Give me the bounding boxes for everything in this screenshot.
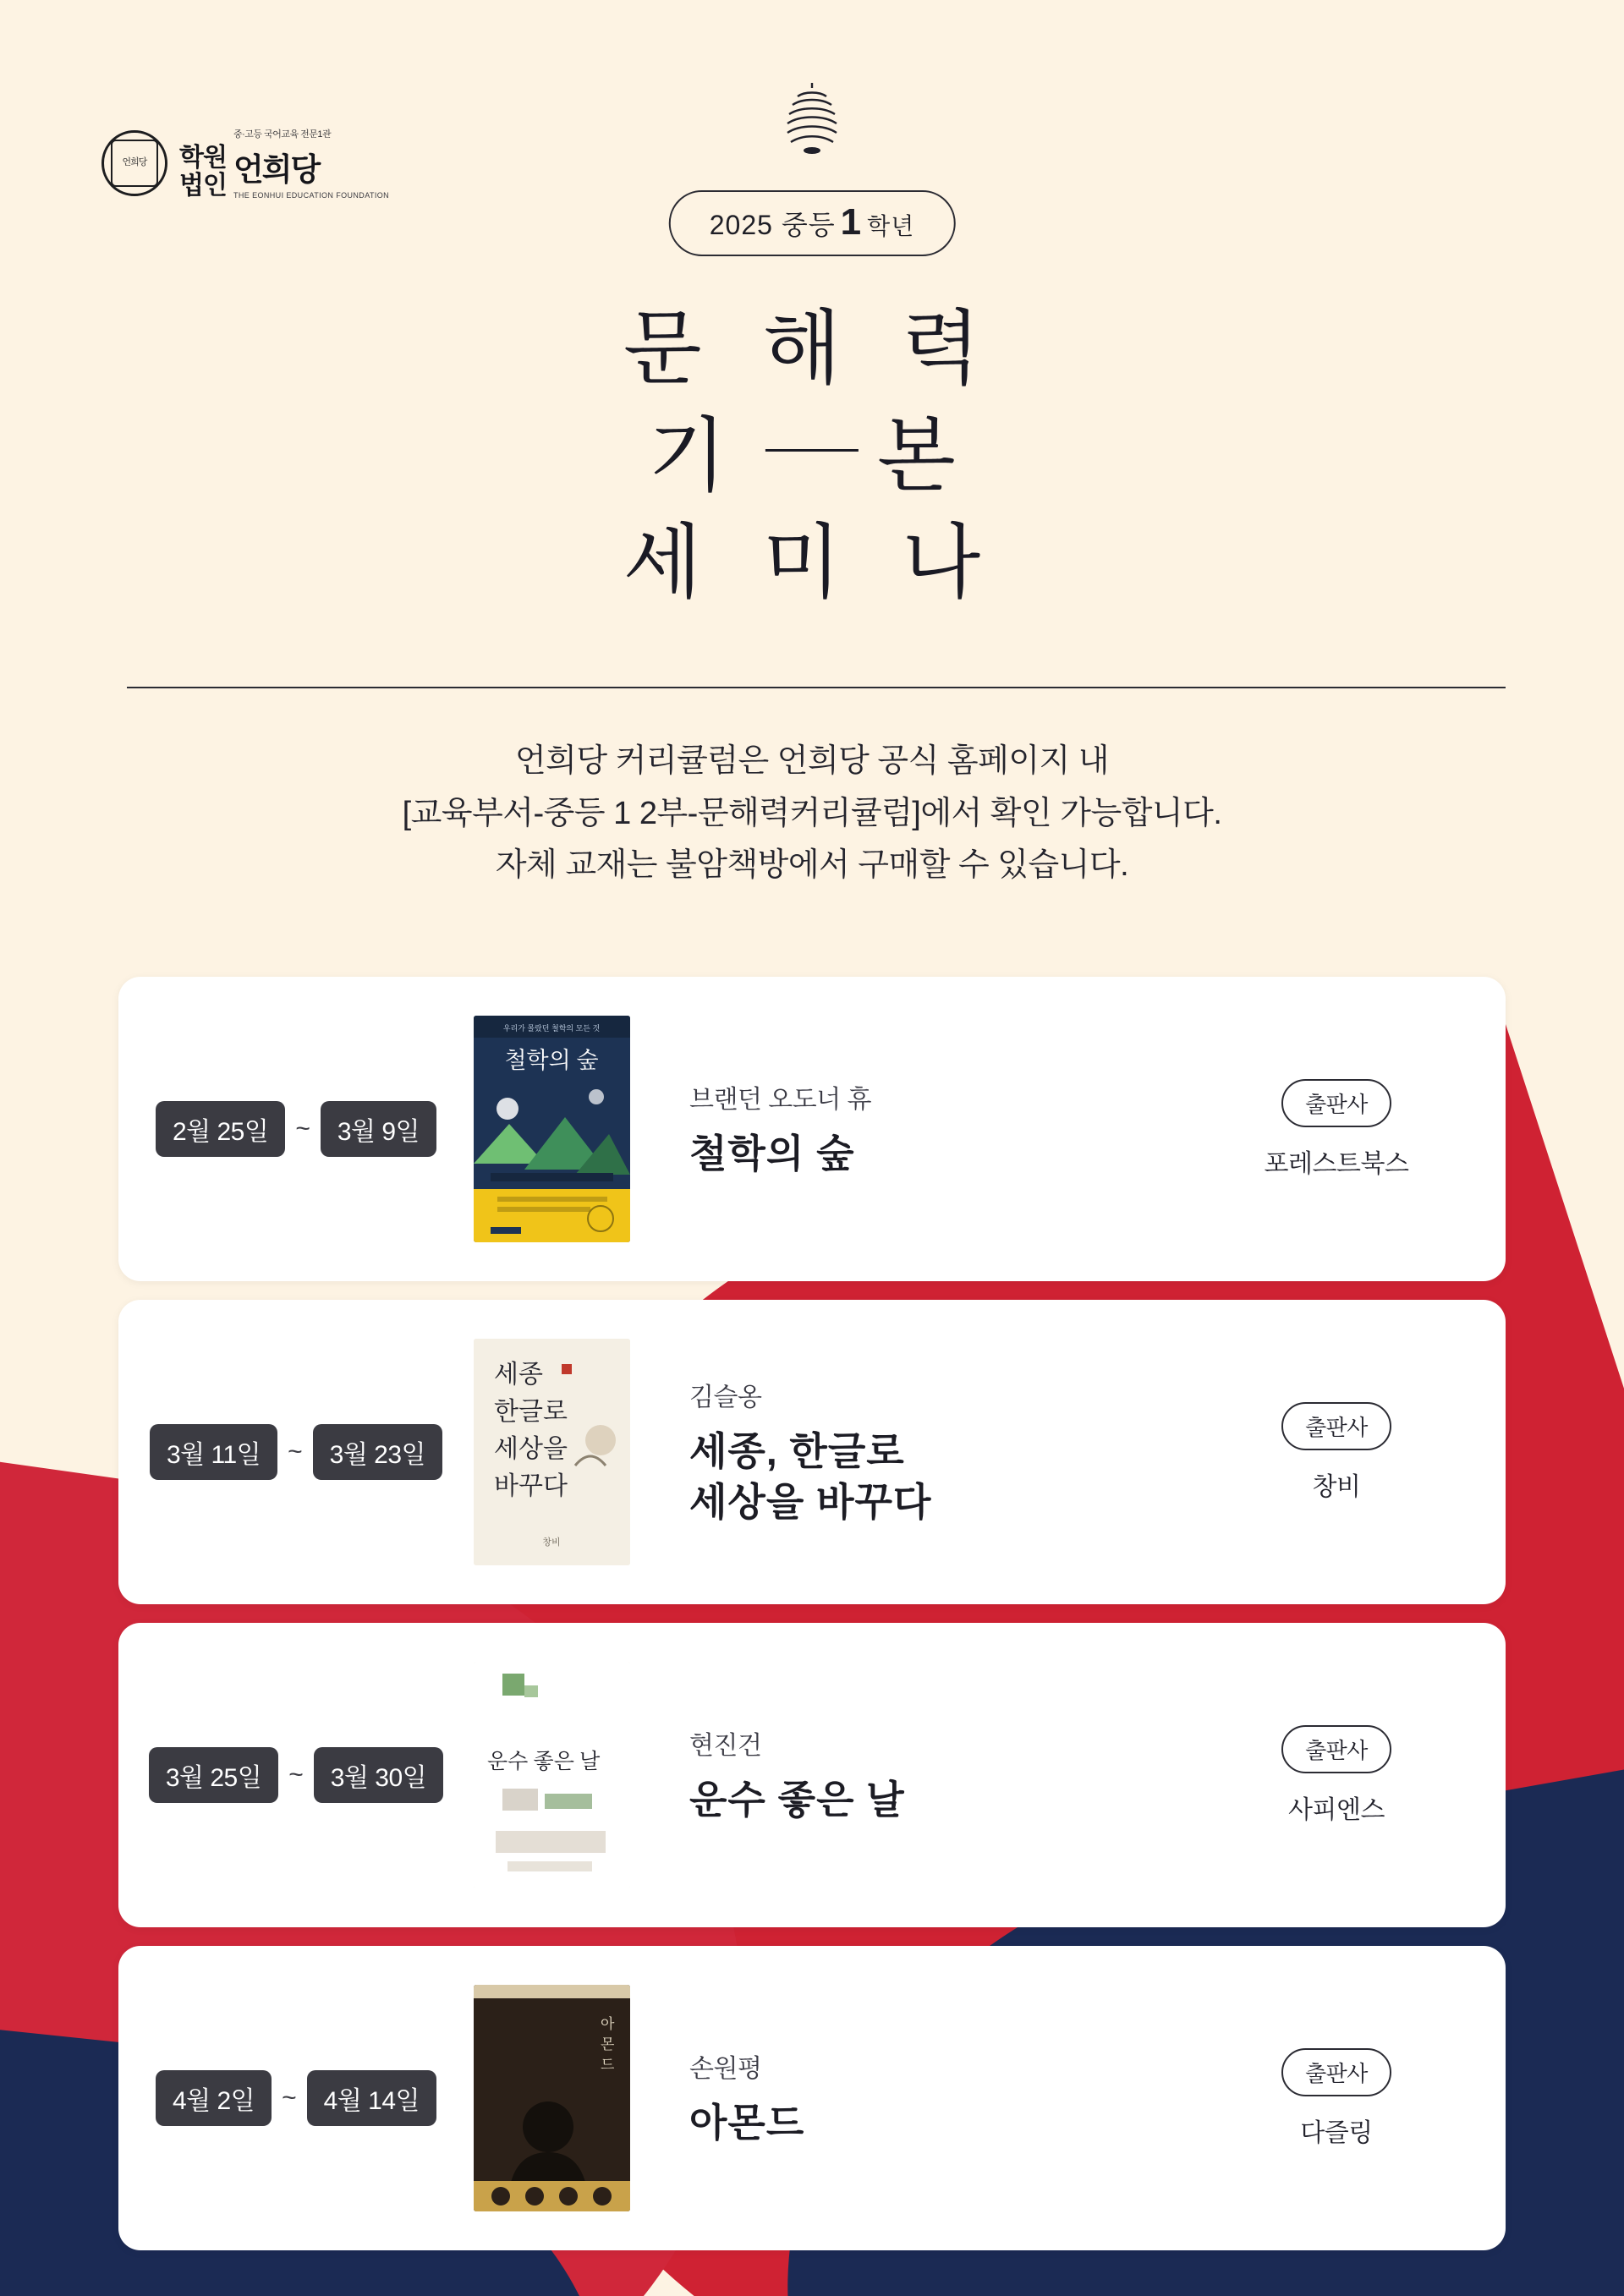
book-card[interactable]: [118, 1623, 1506, 1927]
svg-text:세상을: 세상을: [494, 1435, 568, 1463]
book-cover-image: [474, 1662, 630, 1888]
svg-text:철학의 숲: 철학의 숲: [504, 1048, 599, 1073]
book-info: [630, 1078, 1201, 1180]
svg-text:바꾸다: 바꾸다: [494, 1472, 568, 1500]
book-title: 운수 좋은 날: [689, 1778, 905, 1822]
publisher-block: [1201, 2048, 1506, 2149]
publisher-name: 창비: [1312, 1472, 1361, 1501]
date-separator: ~: [295, 1115, 310, 1143]
book-info: [630, 1376, 1201, 1528]
publisher-block: [1201, 1402, 1506, 1503]
end-date-chip: 3월 9일: [321, 1101, 436, 1157]
title-line-2-left: 기: [648, 410, 747, 501]
page-title: [623, 296, 1001, 617]
brand-line-corp: 법인: [179, 171, 227, 200]
publisher-label: 출판사: [1281, 1725, 1391, 1773]
book-title: 철학의 숲: [689, 1132, 855, 1176]
start-date-chip: 3월 11일: [150, 1424, 277, 1480]
svg-text:세종: 세종: [494, 1361, 543, 1389]
publisher-name: 다즐링: [1300, 2118, 1373, 2147]
description-line-3: 자체 교재는 불암책방에서 구매할 수 있습니다.: [495, 847, 1129, 884]
description-line-2: [교육부서-중등 1 2부-문해력커리큘럼]에서 확인 가능합니다.: [402, 795, 1222, 831]
publisher-block: [1201, 1079, 1506, 1180]
book-info: [630, 1724, 1201, 1826]
publisher-block: [1201, 1725, 1506, 1826]
start-date-chip: 2월 25일: [156, 1101, 285, 1157]
end-date-chip: 3월 23일: [313, 1424, 442, 1480]
book-card[interactable]: [118, 1946, 1506, 2250]
book-cover-image: [474, 1016, 630, 1242]
publisher-name: 사피엔스: [1288, 1795, 1385, 1824]
publisher-name: 포레스트북스: [1264, 1149, 1409, 1178]
svg-text:창비: 창비: [542, 1537, 561, 1548]
title-line-3: 세 미 나: [623, 518, 1001, 609]
end-date-chip: 4월 14일: [307, 2070, 436, 2126]
seal-inner-text: 언희당: [111, 140, 158, 187]
book-author: 손원평: [689, 2055, 762, 2084]
title-dash-ornament: [765, 449, 859, 452]
book-title: 세종, 한글로 세상을 바꾸다: [689, 1429, 932, 1524]
fan-ornament-icon: [765, 76, 859, 173]
svg-text:드: 드: [601, 2057, 615, 2073]
publisher-label: 출판사: [1281, 1402, 1391, 1450]
date-separator: ~: [288, 1438, 303, 1466]
publisher-label: 출판사: [1281, 2048, 1391, 2096]
svg-text:운수 좋은 날: 운수 좋은 날: [487, 1751, 601, 1773]
brand-english-name: THE EONHUI EDUCATION FOUNDATION: [233, 191, 390, 200]
brand-tagline: 중·고등 국어교육 전문1관: [233, 129, 332, 140]
svg-text:아: 아: [601, 2016, 615, 2032]
book-author: 현진건: [689, 1732, 762, 1761]
date-range: [118, 1101, 474, 1157]
book-info: [630, 2047, 1201, 2149]
description-line-1: 언희당 커리큘럼은 언희당 공식 홈페이지 내: [514, 743, 1110, 779]
book-author: 브랜던 오도너 휴: [689, 1086, 872, 1115]
svg-text:몬: 몬: [601, 2036, 615, 2052]
date-range: [118, 2070, 474, 2126]
brand-line-academy: 학원: [179, 144, 227, 173]
start-date-chip: 4월 2일: [156, 2070, 272, 2126]
date-range: [118, 1424, 474, 1480]
grade-number: 1: [840, 201, 863, 243]
start-date-chip: 3월 25일: [149, 1747, 278, 1803]
svg-text:우리가 몰랐던 철학의 모든 것: 우리가 몰랐던 철학의 모든 것: [502, 1024, 601, 1033]
book-title: 아몬드: [689, 2101, 805, 2145]
publisher-label: 출판사: [1281, 1079, 1391, 1127]
brand-name: 언희당: [233, 152, 320, 187]
book-card[interactable]: [118, 1300, 1506, 1604]
book-schedule-list: [118, 977, 1506, 2250]
description-block: [0, 736, 1624, 892]
title-line-2-right: 본: [877, 410, 976, 501]
seal-icon: [102, 130, 167, 196]
svg-text:한글로: 한글로: [494, 1398, 568, 1426]
grade-year-label: 2025 중등: [709, 210, 836, 240]
end-date-chip: 3월 30일: [314, 1747, 443, 1803]
date-separator: ~: [288, 1761, 304, 1789]
title-line-2: [623, 403, 1001, 511]
date-separator: ~: [282, 2084, 297, 2112]
book-cover-image: [474, 1985, 630, 2211]
brand-logo: [102, 127, 389, 200]
grade-suffix: 학년: [867, 213, 915, 239]
grade-badge: [669, 190, 956, 256]
book-card[interactable]: [118, 977, 1506, 1281]
book-cover-image: [474, 1339, 630, 1565]
horizontal-divider: [127, 687, 1506, 688]
date-range: [118, 1747, 474, 1803]
book-author: 김슬옹: [689, 1384, 762, 1412]
brand-wordmark: [179, 127, 389, 200]
title-line-1: 문 해 력: [623, 304, 1001, 394]
